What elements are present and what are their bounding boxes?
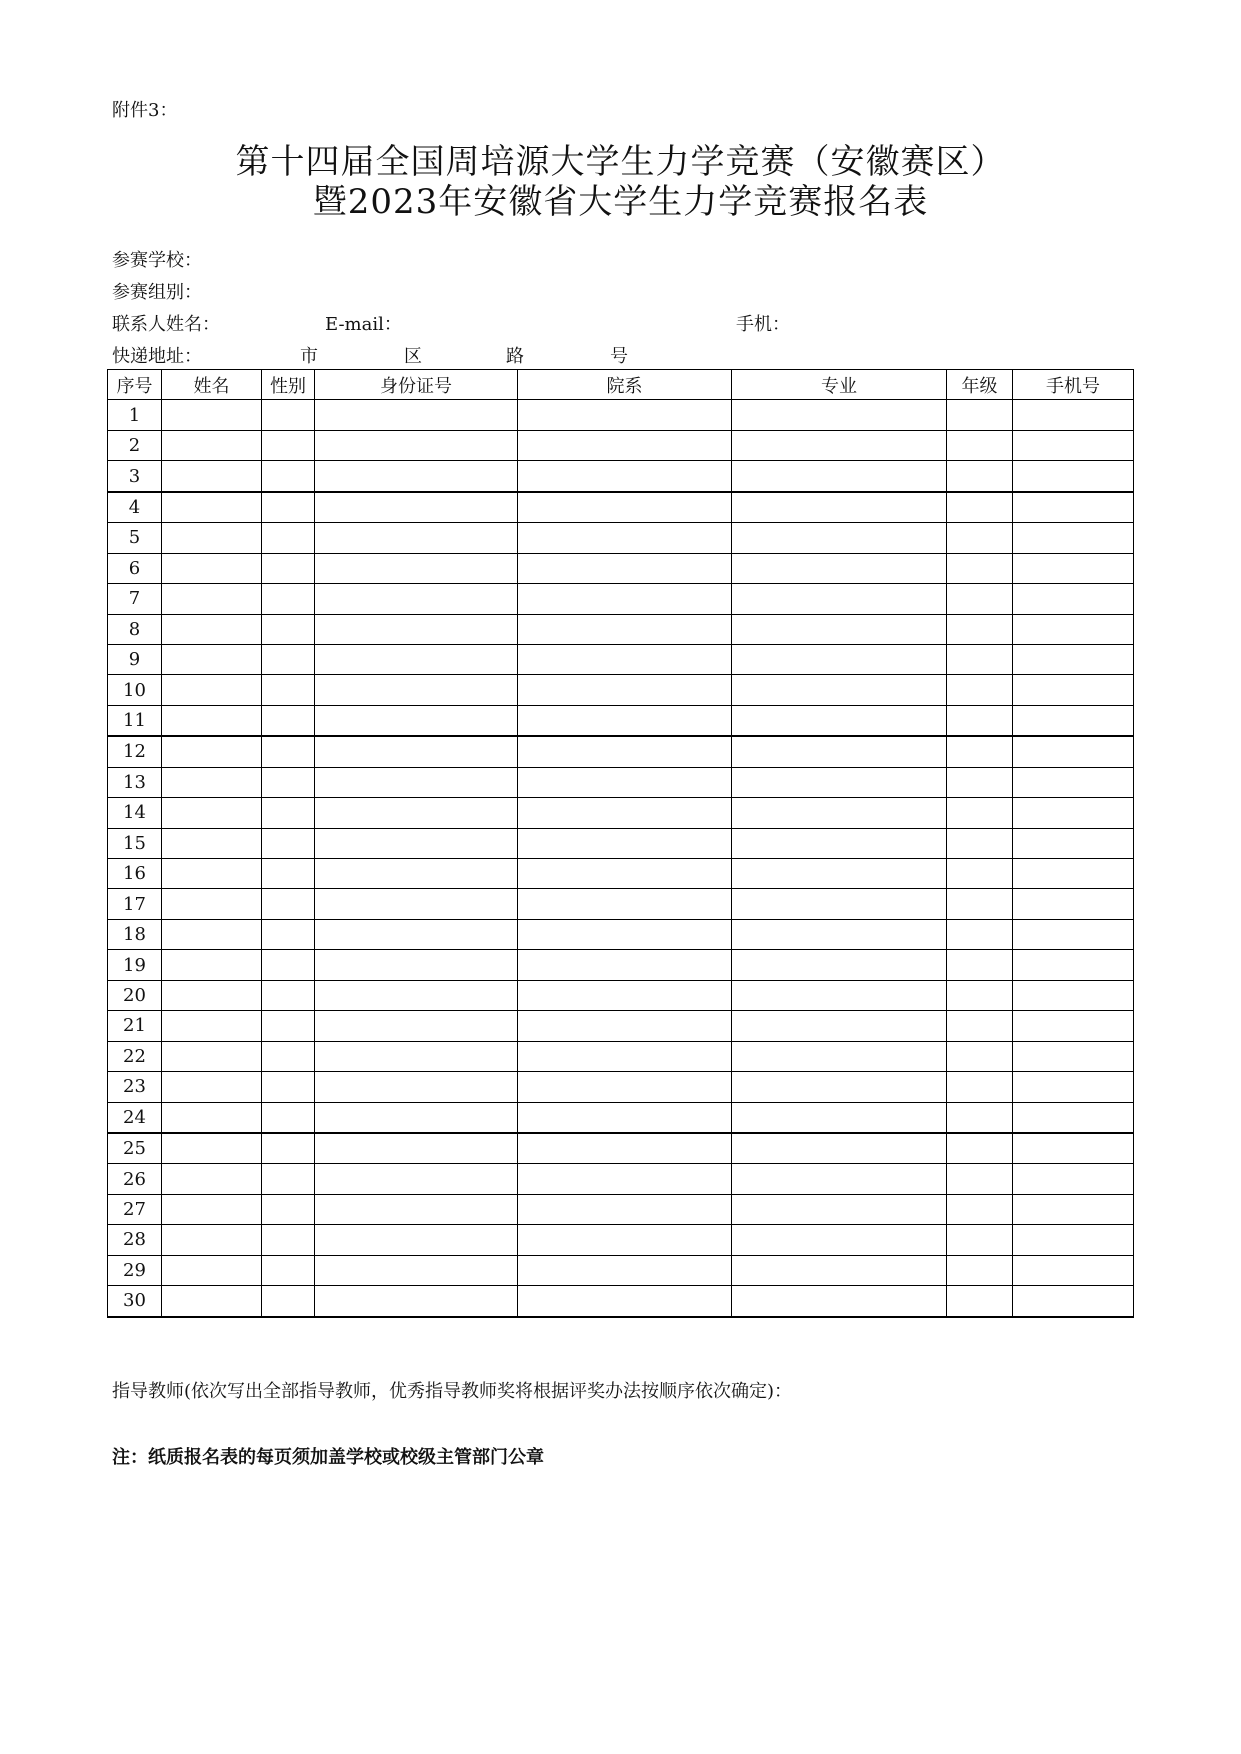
cell-department[interactable] — [518, 1102, 732, 1133]
cell-id-number[interactable] — [315, 675, 518, 705]
cell-phone[interactable] — [1013, 584, 1134, 614]
cell-id-number[interactable] — [315, 644, 518, 674]
cell-name[interactable] — [162, 919, 262, 949]
cell-department[interactable] — [518, 400, 732, 430]
cell-gender[interactable] — [262, 1072, 315, 1102]
cell-name[interactable] — [162, 614, 262, 644]
cell-name[interactable] — [162, 950, 262, 980]
cell-id-number[interactable] — [315, 1041, 518, 1071]
cell-grade[interactable] — [947, 1164, 1013, 1194]
cell-major[interactable] — [732, 919, 947, 949]
email-label: E-mail： — [325, 314, 402, 335]
cell-id-number[interactable] — [315, 1133, 518, 1164]
address-district-label: 区 — [404, 346, 422, 367]
cell-gender[interactable] — [262, 889, 315, 919]
cell-grade[interactable] — [947, 767, 1013, 797]
cell-grade[interactable] — [947, 1041, 1013, 1071]
cell-gender[interactable] — [262, 1255, 315, 1285]
row-number: 30 — [108, 1286, 162, 1317]
cell-phone[interactable] — [1013, 1225, 1134, 1255]
cell-phone[interactable] — [1013, 980, 1134, 1010]
cell-major[interactable] — [732, 675, 947, 705]
table-row — [108, 798, 1134, 828]
cell-department[interactable] — [518, 1041, 732, 1071]
cell-department[interactable] — [518, 736, 732, 767]
cell-id-number[interactable] — [315, 1286, 518, 1317]
cell-id-number[interactable] — [315, 798, 518, 828]
cell-id-number[interactable] — [315, 705, 518, 736]
cell-major[interactable] — [732, 1102, 947, 1133]
cell-major[interactable] — [732, 828, 947, 858]
cell-major[interactable] — [732, 1225, 947, 1255]
row-number: 17 — [108, 889, 162, 919]
cell-department[interactable] — [518, 1225, 732, 1255]
school-label: 参赛学校： — [112, 250, 202, 271]
cell-phone[interactable] — [1013, 614, 1134, 644]
cell-gender[interactable] — [262, 584, 315, 614]
cell-gender[interactable] — [262, 400, 315, 430]
row-number: 7 — [108, 584, 162, 614]
table-row — [108, 492, 1134, 523]
cell-grade[interactable] — [947, 1286, 1013, 1317]
cell-id-number[interactable] — [315, 980, 518, 1010]
table-row — [108, 1225, 1134, 1255]
cell-gender[interactable] — [262, 1164, 315, 1194]
cell-major[interactable] — [732, 950, 947, 980]
cell-id-number[interactable] — [315, 889, 518, 919]
cell-grade[interactable] — [947, 675, 1013, 705]
row-number: 15 — [108, 828, 162, 858]
cell-gender[interactable] — [262, 553, 315, 583]
cell-name[interactable] — [162, 675, 262, 705]
row-number: 10 — [108, 675, 162, 705]
cell-gender[interactable] — [262, 980, 315, 1010]
cell-name[interactable] — [162, 1255, 262, 1285]
cell-phone[interactable] — [1013, 430, 1134, 460]
cell-major[interactable] — [732, 1011, 947, 1041]
cell-name[interactable] — [162, 523, 262, 553]
cell-grade[interactable] — [947, 1133, 1013, 1164]
cell-major[interactable] — [732, 1164, 947, 1194]
cell-department[interactable] — [518, 1011, 732, 1041]
cell-department[interactable] — [518, 430, 732, 460]
table-row — [108, 675, 1134, 705]
cell-major[interactable] — [732, 523, 947, 553]
cell-name[interactable] — [162, 644, 262, 674]
cell-department[interactable] — [518, 1286, 732, 1317]
cell-phone[interactable] — [1013, 950, 1134, 980]
cell-id-number[interactable] — [315, 736, 518, 767]
table-row — [108, 1102, 1134, 1133]
header-id-number: 身份证号 — [315, 370, 518, 400]
row-number: 9 — [108, 644, 162, 674]
contact-name-label: 联系人姓名： — [112, 314, 220, 335]
cell-name[interactable] — [162, 736, 262, 767]
cell-department[interactable] — [518, 614, 732, 644]
row-number: 8 — [108, 614, 162, 644]
cell-major[interactable] — [732, 553, 947, 583]
table-row — [108, 1041, 1134, 1071]
cell-department[interactable] — [518, 889, 732, 919]
cell-gender[interactable] — [262, 614, 315, 644]
table-row — [108, 584, 1134, 614]
row-number: 20 — [108, 980, 162, 1010]
cell-id-number[interactable] — [315, 584, 518, 614]
cell-department[interactable] — [518, 1194, 732, 1224]
row-number: 11 — [108, 705, 162, 736]
cell-major[interactable] — [732, 430, 947, 460]
cell-major[interactable] — [732, 1133, 947, 1164]
cell-name[interactable] — [162, 430, 262, 460]
cell-grade[interactable] — [947, 1072, 1013, 1102]
cell-grade[interactable] — [947, 430, 1013, 460]
cell-grade[interactable] — [947, 980, 1013, 1010]
cell-grade[interactable] — [947, 828, 1013, 858]
row-number: 16 — [108, 859, 162, 889]
cell-gender[interactable] — [262, 1194, 315, 1224]
address-city-label: 市 — [300, 346, 318, 367]
header-index: 序号 — [108, 370, 162, 400]
cell-id-number[interactable] — [315, 1011, 518, 1041]
stamp-note: 注：纸质报名表的每页须加盖学校或校级主管部门公章 — [112, 1447, 544, 1468]
group-label: 参赛组别： — [112, 282, 202, 303]
cell-major[interactable] — [732, 767, 947, 797]
cell-gender[interactable] — [262, 767, 315, 797]
cell-name[interactable] — [162, 859, 262, 889]
cell-major[interactable] — [732, 736, 947, 767]
table-row — [108, 980, 1134, 1010]
cell-gender[interactable] — [262, 705, 315, 736]
cell-id-number[interactable] — [315, 1164, 518, 1194]
row-number: 24 — [108, 1102, 162, 1133]
row-number: 6 — [108, 553, 162, 583]
cell-grade[interactable] — [947, 523, 1013, 553]
cell-name[interactable] — [162, 1072, 262, 1102]
cell-name[interactable] — [162, 584, 262, 614]
cell-id-number[interactable] — [315, 859, 518, 889]
cell-id-number[interactable] — [315, 919, 518, 949]
cell-major[interactable] — [732, 980, 947, 1010]
cell-id-number[interactable] — [315, 430, 518, 460]
cell-major[interactable] — [732, 584, 947, 614]
cell-phone[interactable] — [1013, 798, 1134, 828]
cell-grade[interactable] — [947, 1225, 1013, 1255]
table-row — [108, 705, 1134, 736]
row-number: 29 — [108, 1255, 162, 1285]
cell-department[interactable] — [518, 1164, 732, 1194]
advisor-label: 指导教师(依次写出全部指导教师，优秀指导教师奖将根据评奖办法按顺序依次确定)： — [112, 1381, 793, 1402]
cell-phone[interactable] — [1013, 1255, 1134, 1285]
cell-phone[interactable] — [1013, 492, 1134, 523]
row-number: 21 — [108, 1011, 162, 1041]
table-header-row — [108, 370, 1134, 400]
cell-department[interactable] — [518, 1133, 732, 1164]
cell-department[interactable] — [518, 980, 732, 1010]
cell-phone[interactable] — [1013, 1041, 1134, 1071]
cell-name[interactable] — [162, 705, 262, 736]
row-number: 26 — [108, 1164, 162, 1194]
cell-major[interactable] — [732, 461, 947, 492]
cell-phone[interactable] — [1013, 1072, 1134, 1102]
cell-grade[interactable] — [947, 1194, 1013, 1224]
row-number: 28 — [108, 1225, 162, 1255]
cell-department[interactable] — [518, 950, 732, 980]
table-row — [108, 614, 1134, 644]
cell-phone[interactable] — [1013, 859, 1134, 889]
cell-grade[interactable] — [947, 705, 1013, 736]
row-number: 19 — [108, 950, 162, 980]
cell-gender[interactable] — [262, 1102, 315, 1133]
row-number: 4 — [108, 492, 162, 523]
table-row — [108, 553, 1134, 583]
cell-id-number[interactable] — [315, 1255, 518, 1285]
table-row — [108, 461, 1134, 492]
cell-name[interactable] — [162, 767, 262, 797]
cell-grade[interactable] — [947, 1255, 1013, 1285]
cell-name[interactable] — [162, 828, 262, 858]
cell-gender[interactable] — [262, 492, 315, 523]
cell-name[interactable] — [162, 980, 262, 1010]
cell-phone[interactable] — [1013, 1164, 1134, 1194]
cell-department[interactable] — [518, 859, 732, 889]
cell-major[interactable] — [732, 1286, 947, 1317]
cell-id-number[interactable] — [315, 614, 518, 644]
header-phone: 手机号 — [1013, 370, 1134, 400]
table-row — [108, 1255, 1134, 1285]
cell-phone[interactable] — [1013, 1102, 1134, 1133]
cell-gender[interactable] — [262, 859, 315, 889]
cell-phone[interactable] — [1013, 919, 1134, 949]
header-grade: 年级 — [947, 370, 1013, 400]
cell-name[interactable] — [162, 492, 262, 523]
table-row — [108, 1072, 1134, 1102]
cell-grade[interactable] — [947, 584, 1013, 614]
row-number: 1 — [108, 400, 162, 430]
row-number: 13 — [108, 767, 162, 797]
table-row — [108, 430, 1134, 460]
cell-grade[interactable] — [947, 859, 1013, 889]
cell-phone[interactable] — [1013, 523, 1134, 553]
cell-department[interactable] — [518, 553, 732, 583]
table-row — [108, 919, 1134, 949]
table-row — [108, 1164, 1134, 1194]
cell-id-number[interactable] — [315, 1194, 518, 1224]
cell-id-number[interactable] — [315, 950, 518, 980]
cell-id-number[interactable] — [315, 767, 518, 797]
cell-phone[interactable] — [1013, 1286, 1134, 1317]
cell-department[interactable] — [518, 675, 732, 705]
table-row — [108, 644, 1134, 674]
cell-gender[interactable] — [262, 1225, 315, 1255]
cell-major[interactable] — [732, 644, 947, 674]
cell-major[interactable] — [732, 1041, 947, 1071]
row-number: 2 — [108, 430, 162, 460]
table-row — [108, 1194, 1134, 1224]
cell-phone[interactable] — [1013, 675, 1134, 705]
cell-name[interactable] — [162, 1286, 262, 1317]
cell-department[interactable] — [518, 919, 732, 949]
cell-name[interactable] — [162, 889, 262, 919]
cell-major[interactable] — [732, 1194, 947, 1224]
table-row — [108, 859, 1134, 889]
cell-department[interactable] — [518, 767, 732, 797]
cell-name[interactable] — [162, 553, 262, 583]
cell-phone[interactable] — [1013, 461, 1134, 492]
cell-department[interactable] — [518, 461, 732, 492]
cell-phone[interactable] — [1013, 553, 1134, 583]
cell-major[interactable] — [732, 400, 947, 430]
table-row — [108, 1133, 1134, 1164]
header-major: 专业 — [732, 370, 947, 400]
cell-grade[interactable] — [947, 919, 1013, 949]
cell-grade[interactable] — [947, 644, 1013, 674]
cell-department[interactable] — [518, 644, 732, 674]
address-number-label: 号 — [610, 346, 628, 367]
row-number: 25 — [108, 1133, 162, 1164]
cell-department[interactable] — [518, 828, 732, 858]
cell-department[interactable] — [518, 523, 732, 553]
cell-name[interactable] — [162, 1102, 262, 1133]
cell-gender[interactable] — [262, 919, 315, 949]
cell-major[interactable] — [732, 859, 947, 889]
row-number: 27 — [108, 1194, 162, 1224]
cell-name[interactable] — [162, 1164, 262, 1194]
cell-id-number[interactable] — [315, 523, 518, 553]
cell-phone[interactable] — [1013, 828, 1134, 858]
cell-major[interactable] — [732, 798, 947, 828]
table-row — [108, 767, 1134, 797]
cell-phone[interactable] — [1013, 889, 1134, 919]
cell-gender[interactable] — [262, 828, 315, 858]
table-row — [108, 400, 1134, 430]
cell-gender[interactable] — [262, 430, 315, 460]
cell-department[interactable] — [518, 492, 732, 523]
cell-phone[interactable] — [1013, 767, 1134, 797]
table-row — [108, 736, 1134, 767]
cell-gender[interactable] — [262, 798, 315, 828]
cell-name[interactable] — [162, 1011, 262, 1041]
cell-name[interactable] — [162, 1133, 262, 1164]
cell-gender[interactable] — [262, 736, 315, 767]
cell-grade[interactable] — [947, 736, 1013, 767]
cell-id-number[interactable] — [315, 828, 518, 858]
cell-gender[interactable] — [262, 1133, 315, 1164]
cell-name[interactable] — [162, 461, 262, 492]
header-name: 姓名 — [162, 370, 262, 400]
cell-department[interactable] — [518, 584, 732, 614]
cell-grade[interactable] — [947, 400, 1013, 430]
cell-name[interactable] — [162, 1194, 262, 1224]
cell-major[interactable] — [732, 492, 947, 523]
cell-grade[interactable] — [947, 614, 1013, 644]
cell-gender[interactable] — [262, 523, 315, 553]
cell-gender[interactable] — [262, 1041, 315, 1071]
form-title-line1: 第十四届全国周培源大学生力学竞赛（安徽赛区） — [235, 142, 1006, 182]
cell-department[interactable] — [518, 705, 732, 736]
table-row — [108, 889, 1134, 919]
header-department: 院系 — [518, 370, 732, 400]
cell-phone[interactable] — [1013, 1011, 1134, 1041]
cell-major[interactable] — [732, 705, 947, 736]
cell-grade[interactable] — [947, 461, 1013, 492]
cell-major[interactable] — [732, 1072, 947, 1102]
cell-department[interactable] — [518, 1255, 732, 1285]
cell-gender[interactable] — [262, 644, 315, 674]
form-title-line2: 暨2023年安徽省大学生力学竞赛报名表 — [312, 182, 929, 222]
cell-name[interactable] — [162, 798, 262, 828]
cell-phone[interactable] — [1013, 1133, 1134, 1164]
cell-id-number[interactable] — [315, 1072, 518, 1102]
cell-major[interactable] — [732, 1255, 947, 1285]
cell-gender[interactable] — [262, 675, 315, 705]
cell-id-number[interactable] — [315, 400, 518, 430]
row-number: 22 — [108, 1041, 162, 1071]
cell-department[interactable] — [518, 798, 732, 828]
cell-id-number[interactable] — [315, 553, 518, 583]
cell-name[interactable] — [162, 1041, 262, 1071]
cell-id-number[interactable] — [315, 461, 518, 492]
cell-phone[interactable] — [1013, 400, 1134, 430]
row-number: 23 — [108, 1072, 162, 1102]
table-row — [108, 1011, 1134, 1041]
cell-grade[interactable] — [947, 798, 1013, 828]
cell-grade[interactable] — [947, 1102, 1013, 1133]
cell-name[interactable] — [162, 400, 262, 430]
row-number: 14 — [108, 798, 162, 828]
row-number: 5 — [108, 523, 162, 553]
cell-name[interactable] — [162, 1225, 262, 1255]
cell-phone[interactable] — [1013, 644, 1134, 674]
cell-phone[interactable] — [1013, 1194, 1134, 1224]
cell-gender[interactable] — [262, 1011, 315, 1041]
table-row — [108, 950, 1134, 980]
row-number: 12 — [108, 736, 162, 767]
cell-grade[interactable] — [947, 492, 1013, 523]
cell-department[interactable] — [518, 1072, 732, 1102]
phone-label: 手机： — [736, 314, 790, 335]
table-row — [108, 523, 1134, 553]
cell-id-number[interactable] — [315, 1102, 518, 1133]
registration-table — [107, 369, 1134, 1318]
table-row — [108, 1286, 1134, 1317]
cell-phone[interactable] — [1013, 736, 1134, 767]
cell-major[interactable] — [732, 889, 947, 919]
row-number: 18 — [108, 919, 162, 949]
address-label: 快递地址： — [112, 346, 202, 367]
cell-grade[interactable] — [947, 950, 1013, 980]
address-road-label: 路 — [506, 346, 524, 367]
cell-gender[interactable] — [262, 461, 315, 492]
cell-major[interactable] — [732, 614, 947, 644]
table-row — [108, 828, 1134, 858]
cell-id-number[interactable] — [315, 492, 518, 523]
header-gender: 性别 — [262, 370, 315, 400]
cell-grade[interactable] — [947, 553, 1013, 583]
row-number: 3 — [108, 461, 162, 492]
cell-id-number[interactable] — [315, 1225, 518, 1255]
cell-grade[interactable] — [947, 889, 1013, 919]
cell-gender[interactable] — [262, 950, 315, 980]
cell-phone[interactable] — [1013, 705, 1134, 736]
cell-grade[interactable] — [947, 1011, 1013, 1041]
cell-gender[interactable] — [262, 1286, 315, 1317]
attachment-label: 附件3： — [112, 100, 178, 121]
